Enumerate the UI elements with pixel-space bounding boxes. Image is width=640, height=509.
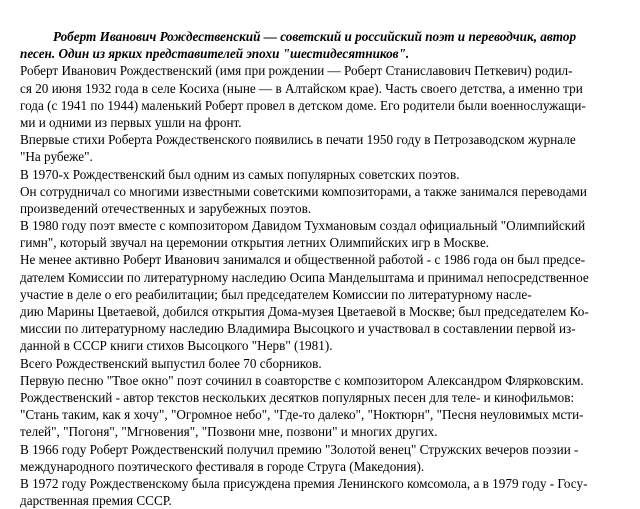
body-line: В 1980 году поэт вместе с композитором Давидом Тухмановым создал официальный "Олимпийский (20, 218, 586, 234)
body-line: В 1966 году Роберт Рождественский получил премию "Золотой венец" Стружских вечеров поэзии - (20, 441, 579, 457)
body-line: "Стань таким, как я хочу", "Огромное небо", "Где-то далеко", "Ноктюрн", "Песня неуловимых мсти- (20, 407, 584, 423)
body-line: телей", "Погоня", "Мгновения", "Позвони мне, позвони" и многих других. (20, 424, 438, 440)
body-line: В 1970-х Рождественский был одним из самых популярных советских поэтов. (20, 166, 460, 182)
body-line: В 1972 году Рождественскому была присуждена премия Ленинского комсомола, а в 1979 году - Госу- (20, 475, 588, 491)
body-line: Он сотрудничал со многими известными советскими композиторами, а также занимался переводами (20, 183, 587, 199)
body-line: участие в деле о его реабилитации; был председателем Комиссии по литературному насле- (20, 286, 532, 302)
body-line: гимн", который звучал на церемонии открытия летних Олимпийских игр в Москве. (20, 235, 490, 251)
body-line: дателем Комиссии по литературному наследию Осипа Мандельштама и принимал непосредственное (20, 269, 589, 285)
body-line: года (с 1941 по 1944) маленький Роберт провел в детском доме. Его родители были военнослужащи- (20, 97, 586, 113)
body-line: международного поэтического фестиваля в городе Струга (Македония). (20, 458, 425, 474)
body-line: Не менее активно Роберт Иванович занимался и общественной работой - с 1986 года он был предсе- (20, 252, 586, 268)
body-line: ми и одними из первых ушли на фронт. (20, 114, 242, 130)
body-line: миссии по литературному наследию Владимира Высоцкого и участвовал в составлении первой из- (20, 321, 576, 337)
body-line: Впервые стихи Роберта Рождественского появились в печати 1950 году в Петрозаводском журнале (20, 132, 576, 148)
body-line: данной в СССР книги стихов Высоцкого "Нерв" (1981). (20, 338, 333, 354)
body-line: дию Марины Цветаевой, добился открытия Дома-музея Цветаевой в Москве; был председателем Ко- (20, 304, 589, 319)
intro-line: песен. Один из ярких представителей эпохи "шестидесятников". (20, 46, 410, 62)
body-line: Рождественский - автор текстов нескольких десятков популярных песен для теле- и кинофильмов: (20, 389, 575, 405)
body-line: Всего Рождественский выпустил более 70 сборников. (20, 355, 322, 371)
body-line: ся 20 июня 1932 года в селе Косиха (ныне — в Алтайском крае). Часть своего детства, а именно три (20, 80, 583, 96)
intro-line: Роберт Иванович Рождественский — советский и российский поэт и переводчик, автор (53, 29, 577, 44)
body-line: дарственная премия СССР. (20, 493, 172, 509)
body-line: Первую песню "Твое окно" поэт сочинил в соавторстве с композитором Александром Флярковским. (20, 372, 584, 388)
body-line: "На рубеже". (20, 149, 93, 165)
body-line: Роберт Иванович Рождественский (имя при рождении — Роберт Станиславович Петкевич) родил- (20, 63, 573, 79)
body-line: произведений отечественных и зарубежных поэтов. (20, 200, 312, 216)
